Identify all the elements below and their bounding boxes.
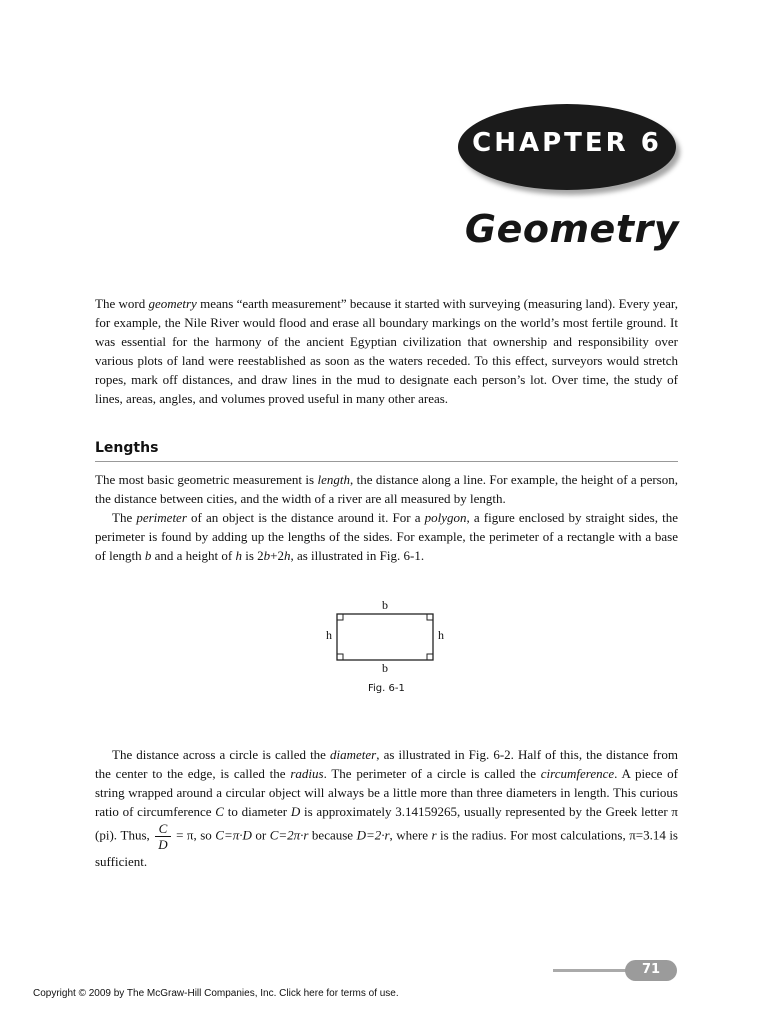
lengths-paragraph-2: The perimeter of an object is the distance around it. For a polygon, a figure enclosed by straight sides, the perimeter is found by adding up the lengths of the sides. For example, the perimeter of a rectangle with a base of length b and a height of h is 2b+2h, as illustrated in Fig. 6-1. <box>95 510 678 563</box>
label-bottom-base: b <box>382 661 388 675</box>
page-number-rule <box>553 969 633 972</box>
section-heading: Lengths <box>95 440 159 456</box>
section-rule <box>95 461 678 462</box>
circle-paragraph: The distance across a circle is called the diameter, as illustrated in Fig. 6-2. Half of this, the distance from the center to the edge, is called the radius. The perimeter of a circle is called the circumference. A piece of string wrapped around a circular object will always be a little more than three diameters in length. This curious ratio of circumference C to diameter D is approximately 3.14159265, usually represented by the Greek letter π (pi). Thus, $\frac{C}{D}$ = π, so C=π·D or C=2π·r because D=2·r, where r is the radius. For most calculations, π=3.14 is sufficient. <box>95 747 679 869</box>
chapter-label: CHAPTER 6 <box>472 128 662 158</box>
label-right-height: h <box>438 628 444 642</box>
c-over-d-fraction: $\frac{C}{D}$ <box>155 821 170 852</box>
copyright-link[interactable]: Copyright © 2009 by The McGraw-Hill Companies, Inc. Click here for terms of use. <box>33 988 399 999</box>
figure-caption: Fig. 6-1 <box>368 683 405 694</box>
label-left-height: h <box>326 628 332 642</box>
lengths-paragraph-1: The most basic geometric measurement is length, the distance along a line. For example, the height of a person, the distance between cities, and the width of a river are all measured by length. <box>95 472 678 506</box>
label-top-base: b <box>382 598 388 612</box>
figure-6-1 <box>310 590 470 700</box>
chapter-badge <box>458 104 676 190</box>
rectangle-diagram <box>310 590 470 680</box>
page-number-badge <box>625 960 677 981</box>
page-number: 71 <box>641 962 661 977</box>
chapter-title: Geometry <box>464 207 679 251</box>
intro-paragraph: The word geometry means “earth measurement” because it started with surveying (measuring land). Every year, for example, the Nile River would flood and erase all boundary markings on the world’s most fertile ground. It was essential for the harmony of the ancient Egyptian civilization that ownership and responsibility over various plots of land were reestablished as soon as the waters receded. To this effect, surveyors would stretch ropes, mark off distances, and draw lines in the mud to designate each person’s lot. Over time, the study of lines, areas, angles, and volumes proved useful in many other areas. <box>95 296 678 406</box>
